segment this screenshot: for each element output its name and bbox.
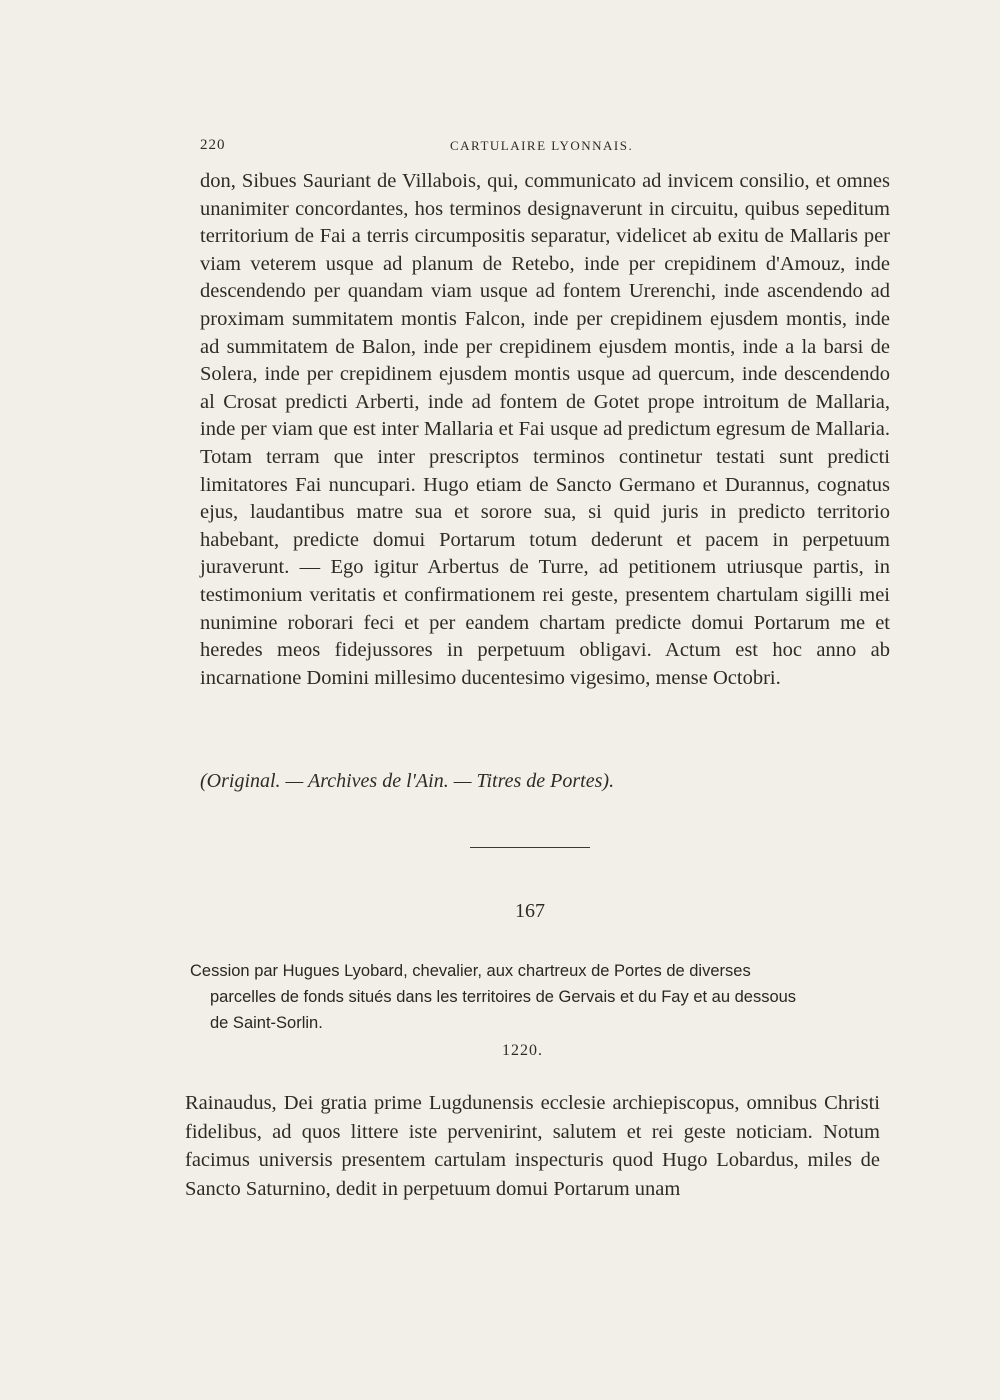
charter-summary-line-3: de Saint-Sorlin. xyxy=(210,1014,323,1032)
charter-summary-line-1: Cession par Hugues Lyobard, chevalier, aux chartreux de Portes de diverses xyxy=(190,962,751,980)
body-paragraph xyxy=(200,168,890,692)
running-title: CARTULAIRE LYONNAIS. xyxy=(450,138,634,153)
charter-summary-line-2: parcelles de fonds situés dans les territoires de Gervais et du Fay et au dessous xyxy=(210,988,797,1006)
running-head xyxy=(200,137,890,159)
page-number: 220 xyxy=(200,137,226,153)
charter-text: Rainaudus, Dei gratia prime Lugdunensis ecclesie archiepiscopus, omnibus Christi fidelibus, ad quos littere iste pervenirint, salutem et rei geste noticiam. Notum facimus universis presentem cartulam inspecturis quod Hugo Lobardus, miles de Sancto Saturnino, dedit in perpetuum domui Portarum unam xyxy=(185,1092,880,1200)
charter-number: 167 xyxy=(515,900,545,922)
charter-summary xyxy=(190,958,890,1036)
charter-year: 1220. xyxy=(502,1042,543,1059)
source-note: (Original. — Archives de l'Ain. — Titres de Portes). xyxy=(200,770,615,792)
section-divider xyxy=(470,847,590,848)
body-text: don, Sibues Sauriant de Villabois, qui, communicato ad invicem consilio, et omnes unanimiter concordantes, hos terminos designaverunt in circuitu, quibus sepeditum territorium de Fai a terris circumpositis separatur, videlicet ab exitu de Mallaris per viam veterem usque ad planum de Retebo, inde per crepidinem d'Amouz, inde descendendo per quandam viam usque ad fontem Urerenchi, inde ascendendo ad proximam summitatem montis Falcon, inde per crepidinem ejusdem montis, inde ad summitatem de Balon, inde per crepidinem ejusdem montis, inde a la barsi de Solera, inde per crepidinem ejusdem montis usque ad quercum, inde descendendo al Crosat predicti Arberti, inde ad fontem de Gotet prope introitum de Mallaria, inde per viam que est inter Mallaria et Fai usque ad predictum egresum de Mallaria. Totam terram que inter prescriptos terminos continetur testati sunt predicti limitatores Fai nuncupari. Hugo etiam de Sancto Germano et Durannus, cognatus ejus, laudantibus matre sua et sorore sua, si quid juris in predicto territorio habebant, predicte domui Portarum totum dederunt et pacem in perpetuum juraverunt. — Ego igitur Arbertus de Turre, ad petitionem utriusque partis, in testimonium veritatis et confirmationem rei geste, presentem chartulam sigilli mei nunimine roborari feci et per eandem chartam predicte domui Portarum me et heredes meos fidejussores in perpetuum obligavi. Actum est hoc anno ab incarnatione Domini millesimo ducentesimo vigesimo, mense Octobri. xyxy=(200,170,890,689)
charter-body xyxy=(185,1089,880,1203)
